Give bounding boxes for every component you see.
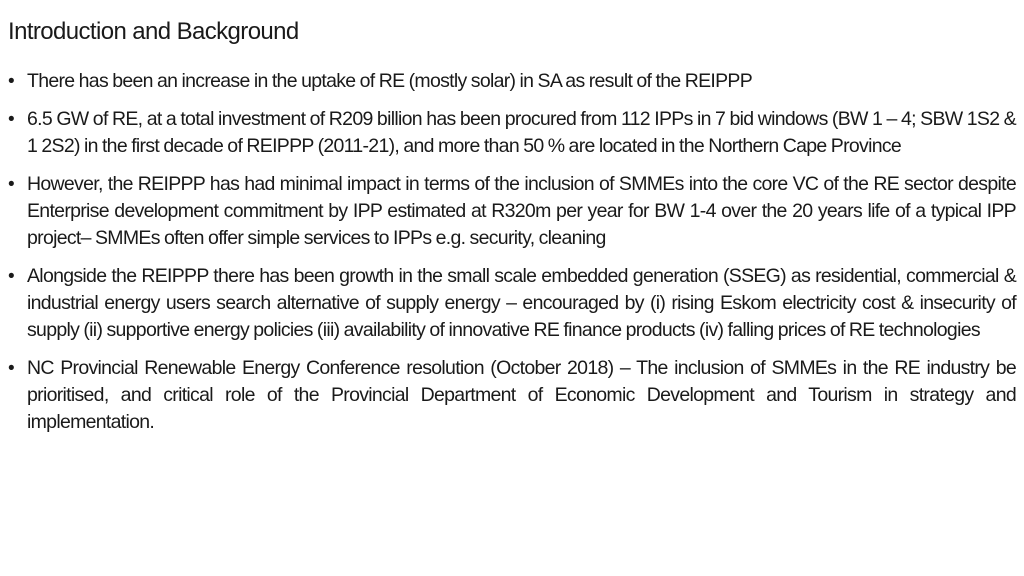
bullet-list	[8, 68, 1016, 447]
bullet-text: 6.5 GW of RE, at a total investment of R209 billion has been procured from 112 IPPs in 7 bid windows (BW 1 – 4; SBW 1S2 & 1 2S2) in the first decade of REIPPP (2011-21), and more than 50 % are located in the Northern Cape Province	[27, 108, 1016, 157]
bullet-dot-icon: •	[8, 109, 15, 130]
bullet-dot-icon: •	[8, 358, 15, 379]
bullet-dot-icon: •	[8, 71, 15, 92]
bullet-item	[8, 263, 1016, 344]
bullet-item	[8, 106, 1016, 160]
bullet-dot-icon: •	[8, 174, 15, 195]
bullet-item	[8, 68, 1016, 95]
slide-title: Introduction and Background	[8, 18, 299, 45]
bullet-dot-icon: •	[8, 266, 15, 287]
bullet-item	[8, 355, 1016, 436]
bullet-text: NC Provincial Renewable Energy Conference resolution (October 2018) – The inclusion of SMMEs in the RE industry be prioritised, and critical role of the Provincial Department of Economic Development and Tourism in strategy and implementation.	[27, 357, 1016, 433]
bullet-item	[8, 171, 1016, 252]
bullet-text: There has been an increase in the uptake of RE (mostly solar) in SA as result of the REIPPP	[27, 70, 753, 92]
bullet-text: Alongside the REIPPP there has been growth in the small scale embedded generation (SSEG) as residential, commercial & industrial energy users search alternative of supply energy – encouraged by (i) rising Eskom electricity cost & insecurity of supply (ii) supportive energy policies (iii) availability of innovative RE finance products (iv) falling prices of RE technologies	[27, 265, 1016, 341]
bullet-text: However, the REIPPP has had minimal impact in terms of the inclusion of SMMEs into the core VC of the RE sector despite Enterprise development commitment by IPP estimated at R320m per year for BW 1-4 over the 20 years life of a typical IPP project– SMMEs often offer simple services to IPPs e.g. security, cleaning	[27, 173, 1016, 249]
